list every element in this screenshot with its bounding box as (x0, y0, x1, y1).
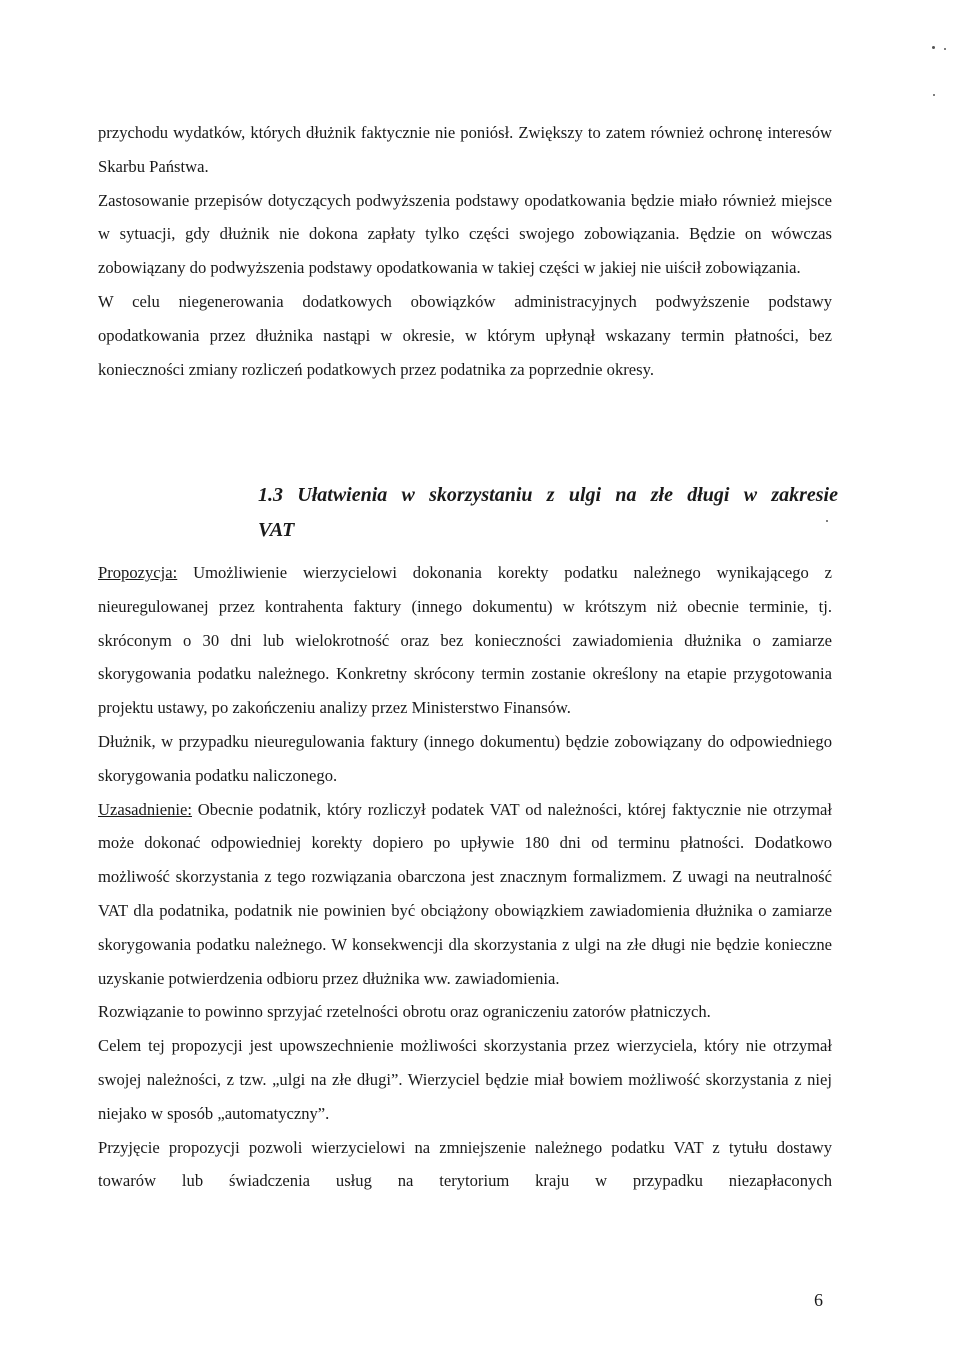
paragraph: Rozwiązanie to powinno sprzyjać rzetelności obrotu oraz ograniczeniu zatorów płatniczych. (98, 1002, 711, 1022)
paragraph: Celem tej propozycji jest upowszechnienie możliwości skorzystania przez wierzyciela, który nie otrzymał swojej należności, z tzw. „ulgi na złe długi”. Wierzyciel będzie miał bowiem możliwość skorzystania z niej niejako w sposób „automatyczny”. (98, 1036, 832, 1123)
justification-paragraph (98, 793, 832, 996)
scan-speck (944, 48, 946, 50)
main-text-block (98, 556, 832, 1198)
section-heading-line1: 1.3 Ułatwienia w skorzystaniu z ulgi na złe długi w zakresie (258, 484, 838, 506)
scan-speck (932, 46, 935, 49)
paragraph: przychodu wydatków, których dłużnik faktycznie nie poniósł. Zwiększy to zatem również ochronę interesów Skarbu Państwa. (98, 123, 832, 176)
proposal-paragraph (98, 556, 832, 725)
paragraph: W celu niegenerowania dodatkowych obowiązków administracyjnych podwyższenie podstawy opodatkowania przez dłużnika nastąpi w okresie, w którym upłynął wskazany termin płatności, bez konieczności zmiany rozliczeń podatkowych przez podatnika za poprzednie okresy. (98, 291, 832, 379)
paragraph: Przyjęcie propozycji pozwoli wierzycielowi na zmniejszenie należnego podatku VAT z tytułu dostawy towarów lub świadczenia usług na terytorium kraju w przypadku niezapłaconych (98, 1137, 832, 1191)
scan-speck (933, 94, 935, 96)
section-heading-line2: VAT (258, 519, 295, 541)
debtor-paragraph: Dłużnik, w przypadku nieuregulowania faktury (innego dokumentu) będzie zobowiązany do odpowiedniego skorygowania podatku naliczonego. (98, 731, 832, 785)
proposal-label: Propozycja: (98, 563, 178, 582)
section-heading (258, 478, 838, 548)
top-text-block (98, 116, 832, 386)
justification-text: Obecnie podatnik, który rozliczył podatek VAT od należności, której faktycznie nie otrzymał może dokonać odpowiedniej korekty dopiero po upływie 180 dni od terminu płatności. Dodatkowo możliwość skorzystania z tego rozwiązania obarczona jest znacznym formalizmem. Z uwagi na neutralność VAT dla podatnika, podatnik nie powinien być obciążony obowiązkiem zawiadomienia dłużnika o zamiarze skorygowania podatku należnego. W konsekwencji dla skorzystania z ulgi na złe długi nie będzie konieczne uzyskanie potwierdzenia odbioru przez dłużnika ww. zawiadomienia. (98, 799, 832, 988)
justification-label: Uzasadnienie: (98, 799, 192, 819)
page-number: 6 (814, 1290, 823, 1310)
paragraph: Zastosowanie przepisów dotyczących podwyższenia podstawy opodatkowania będzie miało również miejsce w sytuacji, gdy dłużnik nie dokona zapłaty tylko części swojego zobowiązania. Będzie on wówczas zobowiązany do podwyższenia podstawy opodatkowania w takiej części w jakiej nie uiścił zobowiązania. (98, 190, 832, 278)
proposal-text: Umożliwienie wierzycielowi dokonania korekty podatku należnego wynikającego z nieuregulowanej przez kontrahenta faktury (innego dokumentu) w krótszym niż obecnie terminie, tj. skróconym o 30 dni lub wielokrotność oraz bez konieczności zawiadomienia dłużnika o zamiarze skorygowania podatku należnego. Konkretny skrócony termin zostanie określony na etapie przygotowania projektu ustawy, po zakończeniu analizy przez Ministerstwo Finansów. (98, 563, 832, 718)
